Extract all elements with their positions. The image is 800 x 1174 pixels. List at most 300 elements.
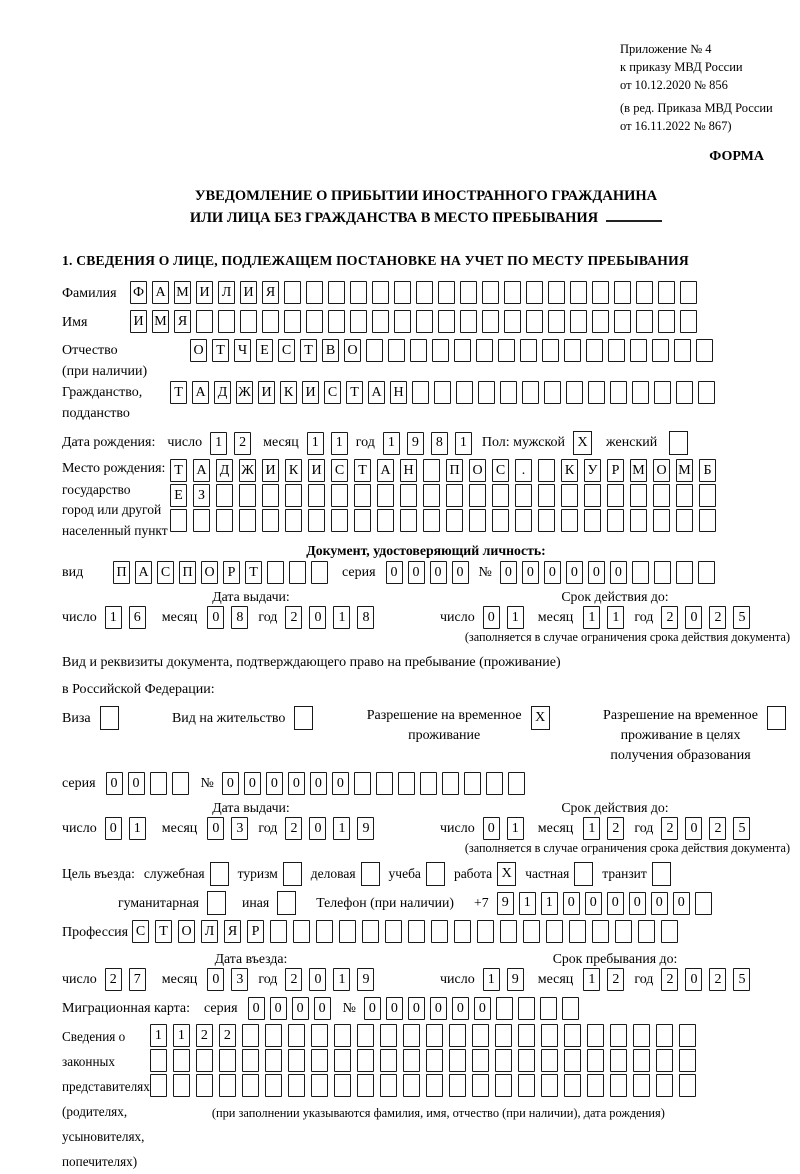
char-cell: 0 <box>364 997 381 1020</box>
char-cell: 2 <box>285 606 302 629</box>
identity-date-headers <box>62 589 790 605</box>
char-cell: О <box>178 920 195 943</box>
char-cell <box>518 997 535 1020</box>
char-cell <box>518 1049 535 1072</box>
profession-row <box>62 920 790 946</box>
char-cell: 1 <box>307 432 324 455</box>
char-cell: 2 <box>709 817 726 840</box>
char-cell <box>607 484 624 507</box>
char-cell: 0 <box>386 997 403 1020</box>
birth-year-cells <box>383 432 472 455</box>
char-cell <box>408 920 425 943</box>
purpose-option-work: работа X <box>454 862 516 886</box>
representatives-label-line: (родителях, <box>62 1104 128 1119</box>
char-cell: Ж <box>239 459 256 482</box>
year-label: год <box>258 609 278 625</box>
char-cell <box>357 1074 374 1097</box>
char-cell: П <box>446 459 463 482</box>
entry-month <box>207 968 248 991</box>
char-cell <box>306 281 323 304</box>
char-cell <box>478 381 495 404</box>
char-cell: 9 <box>507 968 524 991</box>
char-cell <box>615 920 632 943</box>
migration-series-label: серия <box>204 1000 238 1016</box>
char-cell <box>284 281 301 304</box>
char-cell: 9 <box>357 817 374 840</box>
char-cell <box>630 509 647 532</box>
char-cell <box>610 1024 627 1047</box>
char-cell <box>680 281 697 304</box>
citizenship-row <box>62 381 790 423</box>
purpose-other-checkbox <box>277 891 296 915</box>
char-cell <box>469 484 486 507</box>
char-cell <box>328 281 345 304</box>
doc-number-cells <box>500 561 715 584</box>
char-cell <box>472 1024 489 1047</box>
migration-card-label: Миграционная карта: <box>62 1000 191 1016</box>
year-label: год <box>258 971 278 987</box>
char-cell <box>586 339 603 362</box>
doc-series-cells <box>386 561 469 584</box>
char-cell: 0 <box>309 606 326 629</box>
char-cell <box>354 509 371 532</box>
char-cell <box>334 1074 351 1097</box>
purpose-tourism-checkbox <box>283 862 302 886</box>
doc-kind-label: вид <box>62 564 84 580</box>
char-cell: 0 <box>105 817 122 840</box>
char-cell: Я <box>174 310 191 333</box>
identity-valid-day <box>483 606 524 629</box>
char-cell <box>699 484 716 507</box>
char-cell <box>614 281 631 304</box>
char-cell <box>170 509 187 532</box>
char-cell: Т <box>245 561 262 584</box>
char-cell <box>372 281 389 304</box>
char-cell <box>661 920 678 943</box>
char-cell: 0 <box>292 997 309 1020</box>
char-cell: Б <box>699 459 716 482</box>
year-label: год <box>634 971 654 987</box>
char-cell <box>476 339 493 362</box>
migration-card-row <box>62 997 790 1020</box>
sex-male-label: Пол: мужской <box>481 435 566 450</box>
residence-intro <box>62 649 790 703</box>
char-cell <box>449 1049 466 1072</box>
char-cell: 1 <box>333 606 350 629</box>
residence-dates-row <box>62 817 790 840</box>
char-cell <box>454 920 471 943</box>
visa-option <box>62 706 119 731</box>
char-cell <box>262 484 279 507</box>
char-cell: О <box>469 459 486 482</box>
appendix-block <box>620 40 790 135</box>
residence-series-cells <box>106 772 189 795</box>
char-cell: 0 <box>610 561 627 584</box>
char-cell <box>288 1024 305 1047</box>
char-cell: Т <box>346 381 363 404</box>
char-cell: Ф <box>130 281 147 304</box>
char-cell <box>496 997 513 1020</box>
char-cell <box>426 1074 443 1097</box>
year-label: год <box>355 435 375 450</box>
day-label: число <box>62 609 97 625</box>
char-cell <box>469 509 486 532</box>
char-cell <box>216 509 233 532</box>
char-cell <box>150 1049 167 1072</box>
char-cell <box>632 381 649 404</box>
birth-place-cells-row3 <box>170 509 716 532</box>
stay-until-month <box>583 968 624 991</box>
char-cell <box>541 1024 558 1047</box>
char-cell: 9 <box>357 968 374 991</box>
char-cell <box>288 1074 305 1097</box>
char-cell <box>546 920 563 943</box>
char-cell <box>456 381 473 404</box>
char-cell <box>328 310 345 333</box>
char-cell <box>372 310 389 333</box>
char-cell: 3 <box>231 817 248 840</box>
temp-residence-label-line2: проживание <box>408 728 481 743</box>
char-cell <box>265 1024 282 1047</box>
month-label: месяц <box>537 971 574 987</box>
char-cell <box>588 381 605 404</box>
char-cell <box>285 484 302 507</box>
day-label: число <box>62 971 97 987</box>
char-cell: О <box>201 561 218 584</box>
char-cell <box>219 1074 236 1097</box>
purpose-option-business: служебная <box>144 862 229 886</box>
purpose-row <box>62 862 790 886</box>
entry-date-heading: Дата въезда: <box>214 951 288 966</box>
char-cell <box>542 339 559 362</box>
char-cell: А <box>192 381 209 404</box>
char-cell <box>262 509 279 532</box>
identity-issue-month <box>207 606 248 629</box>
month-label: месяц <box>161 971 198 987</box>
identity-doc-row <box>62 561 790 584</box>
phone-label: Телефон (при наличии) <box>316 895 455 910</box>
char-cell: 1 <box>455 432 472 455</box>
residence-valid-day <box>483 817 524 840</box>
char-cell: 1 <box>483 968 500 991</box>
char-cell: Т <box>300 339 317 362</box>
char-cell <box>173 1074 190 1097</box>
char-cell <box>674 339 691 362</box>
char-cell <box>636 281 653 304</box>
char-cell <box>196 1074 213 1097</box>
doc-kind-cells <box>113 561 328 584</box>
char-cell <box>239 484 256 507</box>
char-cell <box>289 561 306 584</box>
char-cell <box>196 310 213 333</box>
citizenship-sublabel: подданство <box>62 406 130 421</box>
char-cell <box>652 339 669 362</box>
char-cell <box>587 1049 604 1072</box>
representatives-block <box>62 1024 790 1174</box>
char-cell <box>518 1074 535 1097</box>
char-cell <box>653 509 670 532</box>
residence-series-label: серия <box>62 775 96 791</box>
char-cell: 5 <box>733 606 750 629</box>
char-cell: 0 <box>314 997 331 1020</box>
char-cell: 2 <box>661 606 678 629</box>
appendix-line: Приложение № 4 <box>620 42 712 56</box>
char-cell <box>446 484 463 507</box>
char-cell <box>423 509 440 532</box>
representatives-cells-row3 <box>150 1074 696 1097</box>
char-cell: Т <box>155 920 172 943</box>
birth-month-cells <box>307 432 348 455</box>
char-cell <box>265 1049 282 1072</box>
char-cell: 2 <box>219 1024 236 1047</box>
char-cell: П <box>113 561 130 584</box>
purpose-humanitarian-label: гуманитарная <box>118 895 199 910</box>
char-cell <box>288 1049 305 1072</box>
representatives-note: (при заполнении указываются фамилия, имя, отчество (при наличии), дата рождения) <box>211 1106 665 1120</box>
char-cell: 0 <box>685 968 702 991</box>
representatives-label-line: законных <box>62 1054 115 1069</box>
temp-residence-option <box>367 706 550 746</box>
issue-date-heading: Дата выдачи: <box>212 589 290 604</box>
char-cell <box>306 310 323 333</box>
char-cell: Т <box>212 339 229 362</box>
char-cell <box>216 484 233 507</box>
char-cell: 0 <box>248 997 265 1020</box>
char-cell: 0 <box>207 968 224 991</box>
birth-place-cells-row1 <box>170 459 716 482</box>
char-cell <box>570 310 587 333</box>
purpose-study-checkbox <box>426 862 445 886</box>
char-cell <box>472 1074 489 1097</box>
char-cell: 0 <box>309 968 326 991</box>
char-cell <box>632 561 649 584</box>
char-cell: Я <box>224 920 241 943</box>
char-cell <box>477 920 494 943</box>
char-cell <box>240 310 257 333</box>
identity-issue-year <box>285 606 374 629</box>
char-cell: И <box>130 310 147 333</box>
char-cell <box>357 1049 374 1072</box>
name-label: Имя <box>62 315 88 330</box>
char-cell <box>500 381 517 404</box>
char-cell <box>412 381 429 404</box>
char-cell <box>334 1049 351 1072</box>
char-cell <box>587 1074 604 1097</box>
char-cell <box>403 1049 420 1072</box>
char-cell <box>492 484 509 507</box>
char-cell <box>394 310 411 333</box>
char-cell: 0 <box>408 997 425 1020</box>
char-cell <box>495 1024 512 1047</box>
char-cell: 2 <box>285 817 302 840</box>
char-cell <box>426 1024 443 1047</box>
char-cell <box>564 1049 581 1072</box>
valid-date-heading: Срок действия до: <box>561 589 669 604</box>
char-cell <box>541 1074 558 1097</box>
char-cell: 0 <box>222 772 239 795</box>
char-cell <box>633 1049 650 1072</box>
char-cell: 2 <box>607 968 624 991</box>
surname-cells <box>130 281 697 304</box>
char-cell <box>311 1049 328 1072</box>
purpose-humanitarian-checkbox <box>207 891 226 915</box>
char-cell <box>698 561 715 584</box>
char-cell <box>150 1074 167 1097</box>
char-cell <box>538 484 555 507</box>
char-cell: К <box>561 459 578 482</box>
char-cell: 1 <box>210 432 227 455</box>
char-cell <box>331 509 348 532</box>
char-cell <box>508 772 525 795</box>
char-cell: 0 <box>430 997 447 1020</box>
char-cell: 2 <box>607 817 624 840</box>
char-cell: 0 <box>566 561 583 584</box>
char-cell: 0 <box>607 892 624 915</box>
char-cell <box>538 509 555 532</box>
char-cell <box>380 1024 397 1047</box>
purpose-work-checkbox: X <box>497 862 516 886</box>
char-cell: 2 <box>709 606 726 629</box>
char-cell: 2 <box>196 1024 213 1047</box>
stay-until-heading: Срок пребывания до: <box>552 951 678 966</box>
char-cell <box>420 772 437 795</box>
char-cell <box>698 381 715 404</box>
entry-year <box>285 968 374 991</box>
char-cell <box>654 381 671 404</box>
char-cell <box>584 484 601 507</box>
char-cell <box>218 310 235 333</box>
char-cell: 1 <box>583 968 600 991</box>
char-cell <box>416 281 433 304</box>
name-cells <box>130 310 697 333</box>
title-line-2: ИЛИ ЛИЦА БЕЗ ГРАЖДАНСТВА В МЕСТО ПРЕБЫВАНИЯ <box>62 207 790 229</box>
representatives-cells-row1 <box>150 1024 696 1047</box>
char-cell: Л <box>218 281 235 304</box>
surname-label: Фамилия <box>62 286 117 301</box>
month-label: месяц <box>263 435 299 450</box>
char-cell: Д <box>214 381 231 404</box>
char-cell: 0 <box>483 606 500 629</box>
char-cell: 0 <box>430 561 447 584</box>
char-cell: 0 <box>585 892 602 915</box>
char-cell <box>610 381 627 404</box>
char-cell <box>699 509 716 532</box>
char-cell <box>400 484 417 507</box>
char-cell <box>495 1049 512 1072</box>
year-label: год <box>258 820 278 836</box>
char-cell <box>592 310 609 333</box>
char-cell: . <box>515 459 532 482</box>
char-cell <box>193 509 210 532</box>
char-cell: С <box>492 459 509 482</box>
char-cell: Р <box>223 561 240 584</box>
char-cell: 8 <box>357 606 374 629</box>
phone-prefix: +7 <box>474 895 489 910</box>
sex-female-checkbox <box>669 431 688 455</box>
identity-valid-month <box>583 606 624 629</box>
char-cell: З <box>193 484 210 507</box>
stay-until-day <box>483 968 524 991</box>
char-cell: 0 <box>588 561 605 584</box>
char-cell <box>608 339 625 362</box>
representatives-label-line: попечителях) <box>62 1154 138 1169</box>
char-cell: 0 <box>386 561 403 584</box>
char-cell <box>354 484 371 507</box>
char-cell: 1 <box>333 968 350 991</box>
residence-permit-checkbox <box>294 706 313 730</box>
char-cell <box>394 281 411 304</box>
edu-residence-label-line2: проживание в целях <box>620 728 741 743</box>
char-cell: 0 <box>474 997 491 1020</box>
char-cell: А <box>135 561 152 584</box>
char-cell <box>350 281 367 304</box>
char-cell <box>308 484 325 507</box>
char-cell <box>679 1024 696 1047</box>
char-cell: 0 <box>266 772 283 795</box>
char-cell <box>544 381 561 404</box>
appendix-revision-line: от 16.11.2022 № 867) <box>620 119 732 133</box>
char-cell <box>416 310 433 333</box>
sex-female-label: женский <box>606 435 658 450</box>
phone-cells <box>497 892 712 915</box>
patronymic-row <box>62 339 790 381</box>
appendix-line: к приказу МВД России <box>620 60 743 74</box>
char-cell: А <box>193 459 210 482</box>
char-cell: 0 <box>288 772 305 795</box>
char-cell <box>498 339 515 362</box>
char-cell <box>482 281 499 304</box>
char-cell: М <box>630 459 647 482</box>
char-cell <box>454 339 471 362</box>
char-cell <box>654 561 671 584</box>
char-cell: И <box>196 281 213 304</box>
char-cell <box>311 1074 328 1097</box>
residence-intro-line2: в Российской Федерации: <box>62 682 215 697</box>
char-cell <box>460 281 477 304</box>
identity-restriction-note: (заполняется в случае ограничения срока действия документа) <box>464 630 790 644</box>
char-cell <box>385 920 402 943</box>
char-cell <box>676 484 693 507</box>
residence-permit-label: Вид на жительство <box>171 711 286 726</box>
char-cell: В <box>322 339 339 362</box>
residence-options-row <box>62 706 790 766</box>
char-cell: О <box>190 339 207 362</box>
char-cell <box>239 509 256 532</box>
birth-place-sublabel: город или другой <box>62 502 162 517</box>
char-cell <box>515 509 532 532</box>
migration-number-label: № <box>342 1000 356 1016</box>
char-cell: 0 <box>408 561 425 584</box>
char-cell <box>262 310 279 333</box>
char-cell <box>540 997 557 1020</box>
char-cell <box>380 1074 397 1097</box>
entry-dates-row <box>62 968 790 991</box>
char-cell: А <box>368 381 385 404</box>
char-cell: А <box>152 281 169 304</box>
char-cell: 0 <box>244 772 261 795</box>
visa-label: Виза <box>62 711 91 726</box>
day-label: число <box>440 820 475 836</box>
char-cell <box>656 1074 673 1097</box>
char-cell <box>449 1024 466 1047</box>
migration-number-cells <box>364 997 579 1020</box>
visa-checkbox <box>100 706 119 730</box>
char-cell: 0 <box>629 892 646 915</box>
char-cell: 1 <box>541 892 558 915</box>
birth-date-label: Дата рождения: <box>62 435 156 450</box>
birth-place-cells-row2 <box>170 484 716 507</box>
char-cell: 0 <box>673 892 690 915</box>
